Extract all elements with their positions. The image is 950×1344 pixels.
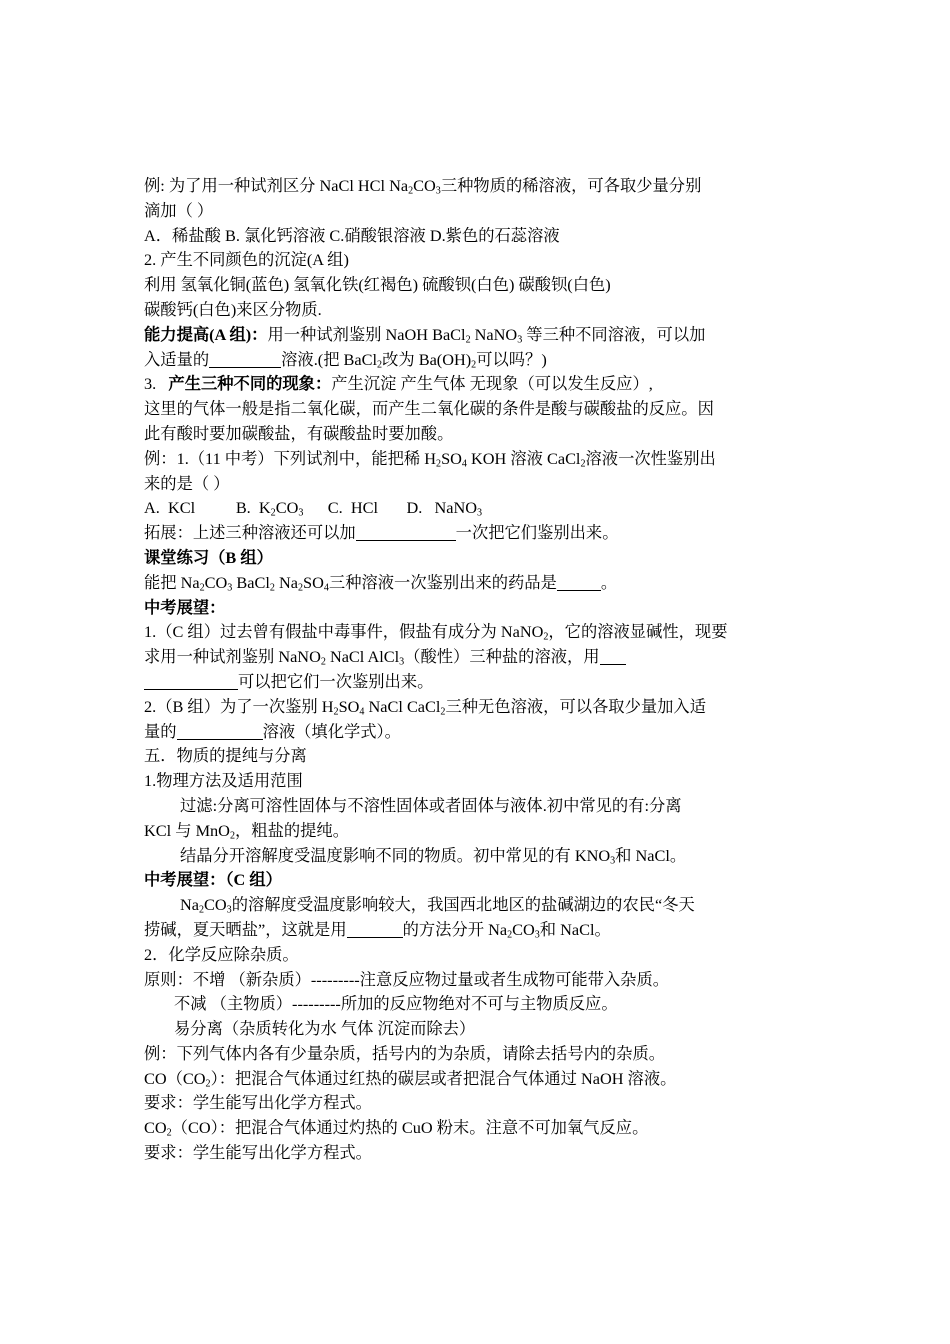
- text-span: 捞碱，夏天晒盐”，这就是用: [144, 919, 347, 939]
- text-line: [144, 372, 814, 397]
- fill-blank: [600, 646, 626, 665]
- text-line: 此有酸时要加碳酸盐，有碳酸盐时要加酸。: [144, 423, 454, 443]
- text-line: [144, 323, 814, 348]
- text-line: [144, 720, 814, 745]
- fill-blank: [347, 919, 403, 938]
- section-heading: 产生三种不同的现象：: [168, 374, 332, 394]
- text-line: 这里的气体一般是指二氧化碳，而产生二氧化碳的条件是酸与碳酸盐的反应。因: [144, 399, 714, 419]
- text-line: $CO(CO_2)$：把混合气体通过红热的碳层或者把混合气体通过 NaOH 溶液。: [144, 1068, 677, 1090]
- text-line: [144, 571, 814, 596]
- text-line: 2．化学反应除杂质。: [144, 944, 299, 964]
- text-span: 产生沉淀 产生气体 无现象（可以发生反应）,: [331, 374, 653, 394]
- text-line: 原则：不增 （新杂质）---------注意反应物过量或者生成物可能带入杂质。: [144, 969, 670, 989]
- text-line: 不减 （主物质）---------所加的反应物绝对不可与主物质反应。: [174, 994, 618, 1014]
- text-line: 2. 产生不同颜色的沉淀(A 组): [144, 250, 349, 270]
- fill-blank: [557, 572, 601, 591]
- text-span: 求用一种试剂鉴别 NaNO$_2$ NaCl AlCl$_3$（酸性）三种盐的溶液，用: [144, 647, 600, 668]
- text-line: 利用 氢氧化铜(蓝色) 氢氧化铁(红褐色) 硫酸钡(白色) 碳酸钡(白色): [144, 275, 611, 295]
- text-line: [144, 348, 814, 373]
- text-span: 溶液（填化学式）。: [262, 721, 401, 741]
- text-line: [144, 645, 814, 670]
- text-line: 易分离（杂质转化为水 气体 沉淀而除去）: [174, 1019, 476, 1039]
- text-line: 来的是（ ）: [144, 473, 230, 493]
- text-span: 溶液.(把 BaCl$_2$改为 $Ba(OH)_2$可以吗？): [281, 349, 547, 371]
- section-title: 五．物质的提纯与分离: [144, 746, 307, 766]
- answer-options: A．稀盐酸 B. 氯化钙溶液 C.硝酸银溶液 D.紫色的石蕊溶液: [144, 225, 560, 245]
- text-line: 例：1.（11 中考）下列试剂中，能把稀 $H_2SO_4$ KOH 溶液 CaCl$_2$溶液一次性鉴别出: [144, 448, 716, 470]
- fill-blank: [356, 522, 456, 541]
- section-heading: 课堂练习（B 组）: [144, 547, 273, 567]
- text-line: 2.（B 组）为了一次鉴别 $H_2SO_4$ NaCl CaCl$_2$三种无色溶液，可以各取少量加入适: [144, 696, 706, 718]
- text-line: 1.（C 组）过去曾有假盐中毒事件，假盐有成分为 NaNO$_2$，它的溶液显碱性，现要: [144, 622, 728, 643]
- fill-blank: [144, 671, 238, 690]
- text-line: 1.物理方法及适用范围: [144, 771, 303, 791]
- text-span: 一次把它们鉴别出来。: [455, 523, 619, 543]
- section-heading: 中考展望：（C 组）: [144, 870, 282, 890]
- text-span: 。: [600, 572, 618, 592]
- text-line: [144, 670, 814, 695]
- text-line: 例：下列气体内各有少量杂质，括号内的为杂质，请除去括号内的杂质。: [144, 1043, 666, 1063]
- text-span: 入适量的: [144, 349, 210, 369]
- fill-blank: [209, 349, 281, 368]
- text-span: 用一种试剂鉴别 NaOH BaCl$_2$ NaNO$_3$ 等三种不同溶液，可以加: [267, 324, 706, 346]
- text-line: 碳酸钙(白色)来区分物质.: [144, 299, 322, 319]
- text-span: 拓展：上述三种溶液还可以加: [144, 523, 356, 543]
- text-line: $Na_2CO_3$的溶解度受温度影响较大，我国西北地区的盐碱湖边的农民“冬天: [180, 895, 695, 916]
- text-line: 例: 为了用一种试剂区分 NaCl HCl $Na_2CO_3$三种物质的稀溶液，可各取少量分别: [144, 176, 702, 197]
- text-line: 过滤:分离可溶性固体与不溶性固体或者固体与液体.初中常见的有:分离: [180, 795, 682, 815]
- section-heading: 能力提高(A 组)：: [144, 324, 268, 344]
- text-span: 能把 $Na_2CO_3$ BaCl$_2$ $Na_2SO_4$三种溶液一次鉴别出来的药品是: [144, 572, 557, 594]
- text-line: [144, 521, 814, 546]
- fill-blank: [177, 721, 263, 740]
- answer-options: A. KCl B. $K_2CO_3$ C. HCl D. NaNO$_3$: [144, 498, 483, 519]
- text-span: 3.: [144, 374, 169, 394]
- text-span: 量的: [144, 721, 177, 741]
- text-line: 结晶分开溶解度受温度影响不同的物质。初中常见的有 $KNO_3$和 NaCl。: [180, 845, 687, 867]
- text-line: 要求：学生能写出化学方程式。: [144, 1143, 372, 1163]
- text-line: $CO_2(CO)$：把混合气体通过灼热的 CuO 粉末。注意不可加氧气反应。: [144, 1118, 649, 1139]
- section-heading: 中考展望：: [144, 597, 226, 617]
- text-span: 可以把它们一次鉴别出来。: [238, 671, 434, 691]
- text-line: [144, 918, 814, 943]
- text-span: 的方法分开 $Na_2CO_3$和 NaCl。: [402, 919, 611, 941]
- text-line: 滴加（ ）: [144, 200, 214, 220]
- document-page: [144, 174, 814, 1166]
- text-line: 要求：学生能写出化学方程式。: [144, 1093, 372, 1113]
- text-line: KCl 与 MnO$_2$，粗盐的提纯。: [144, 820, 349, 842]
